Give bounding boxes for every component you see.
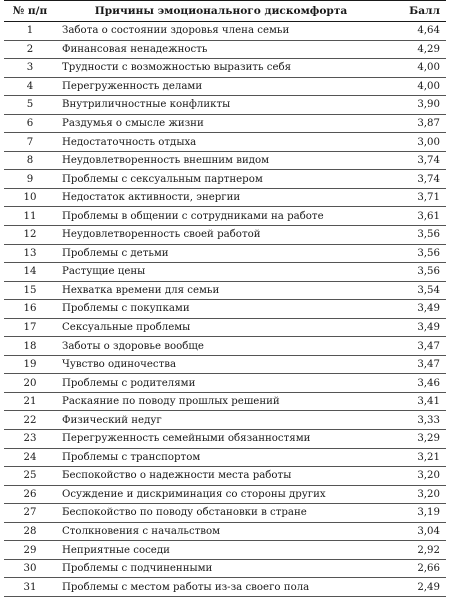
- row-reason: Чувство одиночества: [56, 355, 386, 374]
- row-score: 3,46: [386, 374, 446, 393]
- row-num: 31: [4, 578, 56, 597]
- header-score: Балл: [386, 1, 446, 22]
- table-row: [4, 374, 446, 393]
- row-score: 3,71: [386, 188, 446, 207]
- row-reason: Осуждение и дискриминация со стороны других: [56, 485, 386, 504]
- row-reason: Неудовлетворенность своей работой: [56, 226, 386, 245]
- table-row: [4, 170, 446, 189]
- table-row: [4, 430, 446, 449]
- row-num: 20: [4, 374, 56, 393]
- table-row: [4, 226, 446, 245]
- row-reason: Проблемы в общении с сотрудниками на работе: [56, 207, 386, 226]
- row-reason: Раскаяние по поводу прошлых решений: [56, 392, 386, 411]
- row-score: 4,00: [386, 59, 446, 78]
- row-num: 8: [4, 151, 56, 170]
- row-num: 23: [4, 430, 56, 449]
- row-score: 3,54: [386, 281, 446, 300]
- row-score: 3,20: [386, 485, 446, 504]
- row-score: 3,56: [386, 263, 446, 282]
- table-row: [4, 207, 446, 226]
- row-num: 29: [4, 541, 56, 560]
- row-num: 3: [4, 59, 56, 78]
- row-reason: Проблемы с сексуальным партнером: [56, 170, 386, 189]
- row-num: 27: [4, 504, 56, 523]
- table-row: [4, 504, 446, 523]
- row-score: 3,21: [386, 448, 446, 467]
- row-num: 25: [4, 467, 56, 486]
- row-score: 2,66: [386, 559, 446, 578]
- row-score: 3,29: [386, 430, 446, 449]
- header-num: № п/п: [4, 1, 56, 22]
- row-num: 26: [4, 485, 56, 504]
- table-header: [4, 1, 446, 22]
- row-score: 3,20: [386, 467, 446, 486]
- row-reason: Недостаточность отдыха: [56, 133, 386, 152]
- row-score: 3,33: [386, 411, 446, 430]
- row-reason: Столкновения с начальством: [56, 522, 386, 541]
- row-reason: Заботы о здоровье вообще: [56, 337, 386, 356]
- table-row: [4, 133, 446, 152]
- row-num: 15: [4, 281, 56, 300]
- table-row: [4, 448, 446, 467]
- row-num: 6: [4, 114, 56, 133]
- table-row: [4, 281, 446, 300]
- row-num: 18: [4, 337, 56, 356]
- row-score: 3,19: [386, 504, 446, 523]
- row-num: 2: [4, 40, 56, 59]
- row-reason: Сексуальные проблемы: [56, 318, 386, 337]
- table-row: [4, 318, 446, 337]
- row-score: 3,90: [386, 96, 446, 115]
- row-reason: Перегруженность семейными обязанностями: [56, 430, 386, 449]
- row-num: 1: [4, 22, 56, 41]
- table-row: [4, 96, 446, 115]
- table-row: [4, 411, 446, 430]
- row-score: 3,49: [386, 300, 446, 319]
- row-score: 3,61: [386, 207, 446, 226]
- row-score: 4,29: [386, 40, 446, 59]
- row-score: 2,92: [386, 541, 446, 560]
- row-num: 14: [4, 263, 56, 282]
- row-reason: Нехватка времени для семьи: [56, 281, 386, 300]
- row-num: 13: [4, 244, 56, 263]
- table-row: [4, 263, 446, 282]
- table-row: [4, 578, 446, 597]
- row-score: 2,49: [386, 578, 446, 597]
- row-reason: Проблемы с родителями: [56, 374, 386, 393]
- row-score: 4,00: [386, 77, 446, 96]
- row-score: 4,64: [386, 22, 446, 41]
- table-row: [4, 114, 446, 133]
- row-reason: Забота о состоянии здоровья члена семьи: [56, 22, 386, 41]
- row-num: 7: [4, 133, 56, 152]
- row-reason: Раздумья о смысле жизни: [56, 114, 386, 133]
- header-row: [4, 1, 446, 22]
- row-score: 3,49: [386, 318, 446, 337]
- row-num: 24: [4, 448, 56, 467]
- header-reason: Причины эмоционального дискомфорта: [56, 1, 386, 22]
- discomfort-table: [4, 0, 446, 597]
- row-reason: Проблемы с транспортом: [56, 448, 386, 467]
- row-num: 19: [4, 355, 56, 374]
- row-num: 30: [4, 559, 56, 578]
- row-score: 3,41: [386, 392, 446, 411]
- row-score: 3,74: [386, 151, 446, 170]
- row-score: 3,00: [386, 133, 446, 152]
- table-row: [4, 151, 446, 170]
- row-reason: Проблемы с детьми: [56, 244, 386, 263]
- row-reason: Беспокойство по поводу обстановки в стране: [56, 504, 386, 523]
- row-reason: Проблемы с покупками: [56, 300, 386, 319]
- table-row: [4, 59, 446, 78]
- row-num: 11: [4, 207, 56, 226]
- table-row: [4, 188, 446, 207]
- table-row: [4, 40, 446, 59]
- row-score: 3,47: [386, 355, 446, 374]
- row-num: 16: [4, 300, 56, 319]
- table-row: [4, 244, 446, 263]
- row-num: 22: [4, 411, 56, 430]
- table-row: [4, 522, 446, 541]
- table-row: [4, 355, 446, 374]
- row-reason: Неудовлетворенность внешним видом: [56, 151, 386, 170]
- table-row: [4, 541, 446, 560]
- row-reason: Беспокойство о надежности места работы: [56, 467, 386, 486]
- row-reason: Растущие цены: [56, 263, 386, 282]
- row-score: 3,04: [386, 522, 446, 541]
- table-row: [4, 337, 446, 356]
- table-body: [4, 22, 446, 597]
- row-num: 9: [4, 170, 56, 189]
- row-num: 5: [4, 96, 56, 115]
- table-row: [4, 467, 446, 486]
- row-num: 21: [4, 392, 56, 411]
- row-reason: Перегруженность делами: [56, 77, 386, 96]
- row-reason: Недостаток активности, энергии: [56, 188, 386, 207]
- row-num: 12: [4, 226, 56, 245]
- table-row: [4, 77, 446, 96]
- row-score: 3,56: [386, 226, 446, 245]
- row-num: 10: [4, 188, 56, 207]
- row-num: 28: [4, 522, 56, 541]
- row-num: 4: [4, 77, 56, 96]
- row-reason: Неприятные соседи: [56, 541, 386, 560]
- row-reason: Трудности с возможностью выразить себя: [56, 59, 386, 78]
- table-row: [4, 485, 446, 504]
- row-score: 3,47: [386, 337, 446, 356]
- table-row: [4, 300, 446, 319]
- row-score: 3,74: [386, 170, 446, 189]
- table-row: [4, 559, 446, 578]
- row-reason: Финансовая ненадежность: [56, 40, 386, 59]
- row-reason: Физический недуг: [56, 411, 386, 430]
- row-num: 17: [4, 318, 56, 337]
- table-row: [4, 22, 446, 41]
- table-row: [4, 392, 446, 411]
- row-score: 3,87: [386, 114, 446, 133]
- row-reason: Внутриличностные конфликты: [56, 96, 386, 115]
- row-reason: Проблемы с местом работы из-за своего пола: [56, 578, 386, 597]
- row-score: 3,56: [386, 244, 446, 263]
- row-reason: Проблемы с подчиненными: [56, 559, 386, 578]
